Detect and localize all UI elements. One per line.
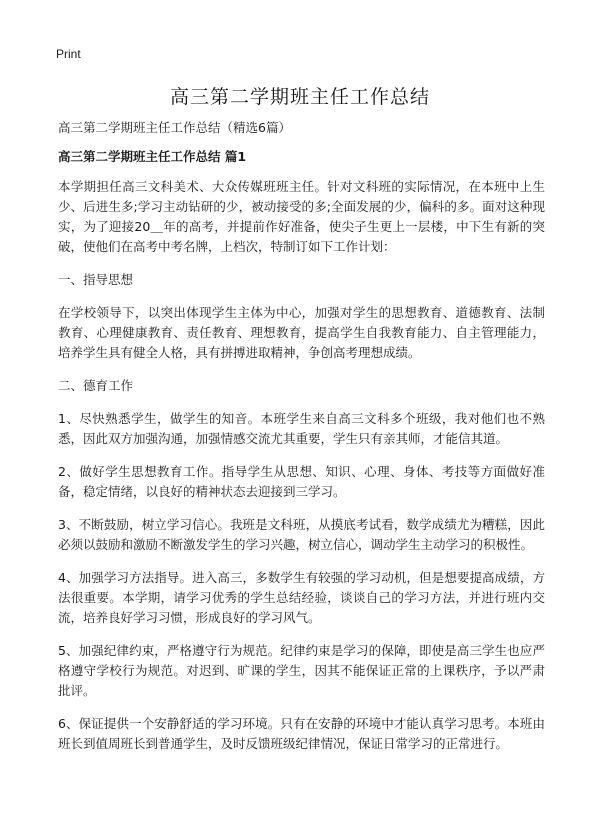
section-heading-guiding-ideas: 一、指导思想 bbox=[58, 272, 134, 287]
document-body bbox=[58, 118, 545, 767]
list-item: 1、尽快熟悉学生，做学生的知音。本班学生来自高三文科多个班级，我对他们也不熟悉，因此双方加强沟通，加强情感交流尤其重要，学生只有亲其师，才能信其道。 bbox=[58, 411, 545, 446]
list-item: 3、不断鼓励，树立学习信心。我班是文科班，从摸底考试看，数学成绩尤为糟糕，因此必须以鼓励和激励不断激发学生的学习兴趣，树立信心，调动学生主动学习的积极性。 bbox=[58, 517, 545, 552]
list-item: 6、保证提供一个安静舒适的学习环境。只有在安静的环境中才能认真学习思考。本班由班长到值周班长到普通学生，及时反馈班级纪律情况，保证日常学习的正常进行。 bbox=[58, 716, 545, 751]
list-item: 4、加强学习方法指导。进入高三，多数学生有较强的学习动机，但是想要提高成绩，方法很重要。本学期，请学习优秀的学生总结经验，谈谈自己的学习方法，并进行班内交流，培养良好学习习惯，形成良好的学习风气。 bbox=[58, 570, 545, 625]
print-link[interactable]: Print bbox=[56, 47, 81, 61]
article-heading: 高三第二学期班主任工作总结 篇1 bbox=[58, 149, 247, 164]
document-subtitle: 高三第二学期班主任工作总结（精选6篇） bbox=[58, 120, 291, 135]
page-title: 高三第二学期班主任工作总结 bbox=[169, 86, 430, 108]
section-heading-moral-education: 二、德育工作 bbox=[58, 378, 134, 393]
list-item: 5、加强纪律约束，严格遵守行为规范。纪律约束是学习的保障，即使是高三学生也应严格遵守学校行为规范。对迟到、旷课的学生，因其不能保证正常的上课秩序，予以严肃批评。 bbox=[58, 643, 545, 698]
guiding-ideas-paragraph: 在学校领导下，以突出体现学生主体为中心，加强对学生的思想教育、道德教育、法制教育、心理健康教育、责任教育、理想教育，提高学生自我教育能力、自主管理能力，培养学生具有健全人格，具有拼搏进取精神，争创高考理想成绩。 bbox=[58, 305, 545, 360]
list-item: 2、做好学生思想教育工作。指导学生从思想、知识、心理、身体、考技等方面做好准备，稳定情绪，以良好的精神状态去迎接到三学习。 bbox=[58, 464, 545, 499]
intro-paragraph: 本学期担任高三文科美术、大众传媒班班主任。针对文科班的实际情况，在本班中上生少、后进生多;学习主动钻研的少，被动接受的多;全面发展的少，偏科的多。面对这种现实，为了迎接20＿年的高考，并提前作好准备，使尖子生更上一层楼，中下生有新的突破，使他们在高考中考名牌，上档次，特制订如下工作计划： bbox=[58, 179, 545, 254]
